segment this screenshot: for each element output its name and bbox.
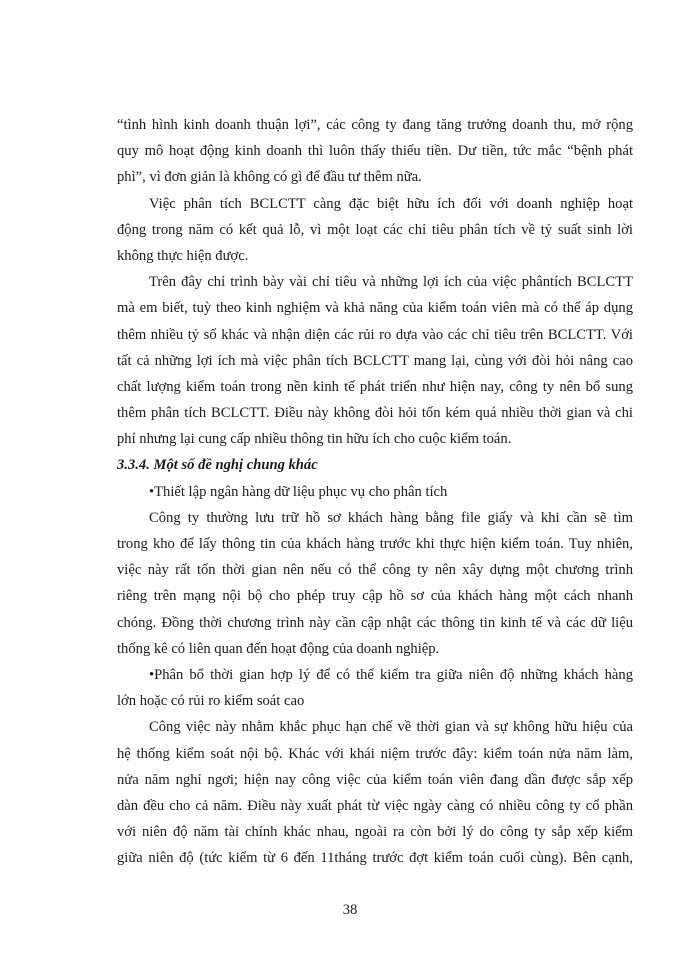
text-line: quy mô hoạt động kinh doanh thì luôn thấy thiếu tiền. Dư tiền, tức mắc “bệnh phát [117,143,633,160]
text-line: thêm phân tích BCLCTT. Điều này không đòi hỏi tốn kém quá nhiều thời gian và chi [117,405,633,422]
paragraph [117,714,633,871]
text-line: động trong năm có kết quả lỗ, vì một loạt các chỉ tiêu phân tích về tỷ suất sinh lời [117,221,633,238]
text-line: giữa niên độ (tức kiểm từ 6 đến 11tháng trước đợt kiểm toán cuối cùng). Bên cạnh, [117,850,633,867]
text-line: không thực hiện được. [117,247,249,264]
text-line: hệ thống kiểm soát nội bộ. Khác với khái niệm trước đây: kiểm toán nửa năm làm, [117,745,633,762]
text-line: phì”, vì đơn giản là không có gì để đầu tư thêm nữa. [117,169,422,186]
text-line: chất lượng kiểm toán trong nền kinh tế phát triển như hiện nay, công ty nên bổ sung [117,378,633,395]
document-body [117,112,633,871]
text-line: trong kho để lấy thông tin của khách hàng trước khi thực hiện kiểm toán. Tuy nhiên, [117,536,633,552]
bullet-text: lớn hoặc có rủi ro kiểm soát cao [117,693,305,710]
paragraph [117,269,633,452]
text-line: với niên độ năm tài chính khác nhau, ngoài ra còn bởi lý do công ty sắp xếp kiểm [117,824,633,841]
text-line: “tình hình kinh doanh thuận lợi”, các công ty đang tăng trưởng doanh thu, mở rộng [117,117,633,133]
text-line: mà em biết, tuỳ theo kinh nghiệm và khả năng của kiểm toán viên mà có thể áp dụng [117,300,633,317]
text-line: thống kê có liên quan đến hoạt động của doanh nghiệp. [117,640,440,657]
text-line: tất cả những lợi ích mà việc phân tích BCLCTT mang lại, cùng với đòi hỏi nâng cao [117,352,633,369]
paragraph [117,112,633,191]
section-heading-text: 3.3.4. Một số đề nghị chung khác [117,457,318,474]
paragraph [117,505,633,662]
section-heading [117,452,633,478]
bullet-text: •Thiết lập ngân hàng dữ liệu phục vụ cho phân tích [149,483,448,500]
text-line: việc này rất tốn thời gian nên nếu có thể công ty nên xây dựng một chương trình [117,562,633,579]
bullet-text: •Phân bổ thời gian hợp lý để có thể kiểm tra giữa niên độ những khách hàng [149,666,633,683]
text-line: Công ty thường lưu trữ hồ sơ khách hàng bằng file giấy và khi cần sẽ tìm [149,509,633,526]
text-line: nửa năm nghỉ ngơi; hiện nay công việc của kiểm toán viên đang dần được sắp xếp [117,771,633,788]
text-line: Trên đây chỉ trình bày vài chỉ tiêu và những lợi ích của việc phântích BCLCTT [149,274,633,291]
text-line: Công việc này nhằm khắc phục hạn chế về thời gian và sự không hữu hiệu của [149,719,633,736]
bullet-item [117,662,633,714]
text-line: phí nhưng lại cung cấp nhiều thông tin hữu ích cho cuộc kiểm toán. [117,431,512,448]
text-line: dàn đều cho cả năm. Điều này xuất phát từ việc ngày càng có nhiều công ty cổ phần [117,797,633,814]
paragraph [117,191,633,270]
text-line: Việc phân tích BCLCTT càng đặc biệt hữu ích đối với doanh nghiệp hoạt [149,195,633,212]
bullet-item [117,479,633,505]
text-line: chóng. Đồng thời chương trình này cần cập nhật các thông tin kinh tế và các dữ liệu [117,614,633,631]
text-line: thêm nhiều tỷ số khác và nhận diện các rủi ro dựa vào các chỉ tiêu trên BCLCTT. Với [117,326,633,343]
page-number: 38 [342,902,358,918]
text-line: riêng trên mạng nội bộ cho phép truy cập hồ sơ của khách hàng một cách nhanh [117,588,633,605]
